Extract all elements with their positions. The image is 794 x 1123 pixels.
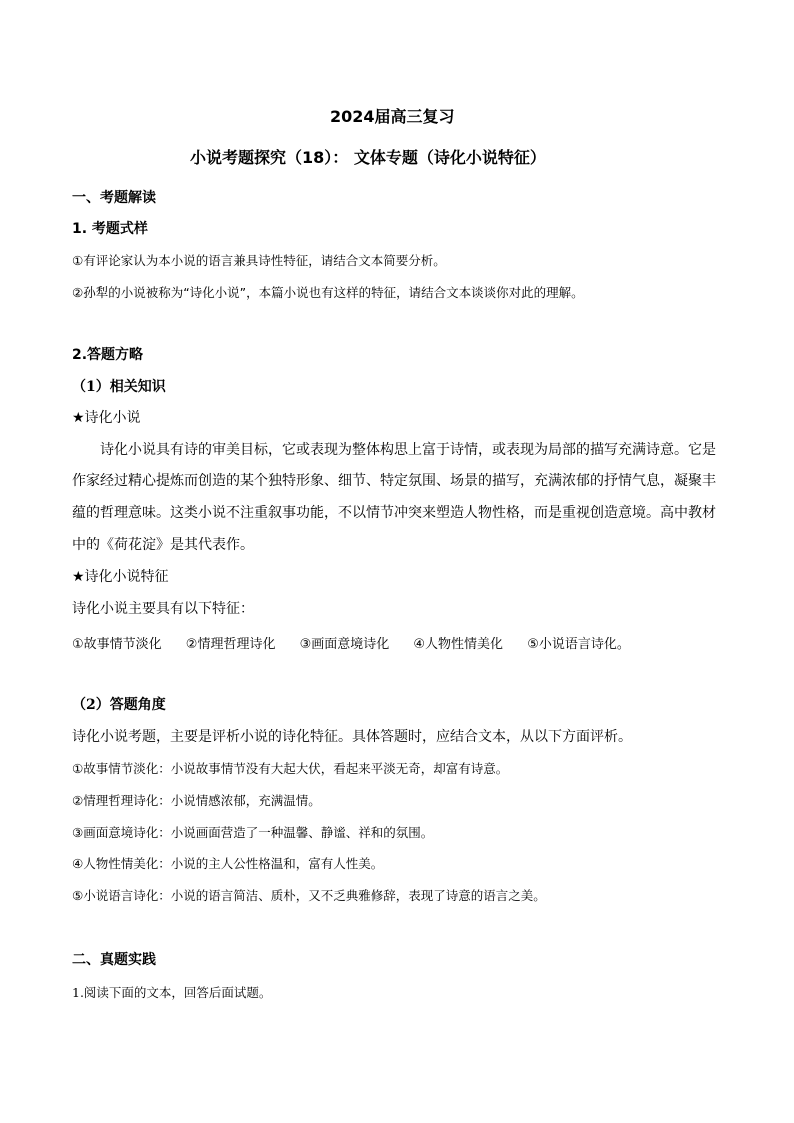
document-title: 2024届高三复习 [330, 107, 455, 126]
paragraph-line-3: 蕴的哲理意味。这类小说不注重叙事功能，不以情节冲突来塑造人物性格，而是重视创造意境。高中教材 [72, 505, 716, 521]
practice-item-1: 1.阅读下面的文本，回答后面试题。 [72, 985, 272, 1000]
part-answer-angle: （2）答题角度 [72, 697, 166, 713]
paragraph-line-2: 作家经过精心提炼而创造的某个独特形象、细节、特定氛围、场景的描写，充满浓郁的抒情气息，凝聚丰 [72, 473, 716, 489]
star-heading-features: ★诗化小说特征 [72, 569, 169, 585]
section-heading-1: 一、考题解读 [72, 190, 156, 206]
section-heading-2: 二、真题实践 [72, 952, 156, 968]
paragraph-line-1: 诗化小说具有诗的审美目标，它或表现为整体构思上富于诗情，或表现为局部的描写充满诗意。它是 [100, 442, 716, 458]
feature-item: ⑤小说语言诗化。 [527, 637, 630, 652]
angle-item: ⑤小说语言诗化：小说的语言简洁、质朴，又不乏典雅修辞，表现了诗意的语言之美。 [72, 888, 546, 903]
angle-intro: 诗化小说考题，主要是评析小说的诗化特征。具体答题时，应结合文本，从以下方面评析。 [72, 729, 632, 745]
part-related-knowledge: （1）相关知识 [72, 379, 166, 395]
angle-item: ③画面意境诗化：小说画面营造了一种温馨、静谧、祥和的氛围。 [72, 825, 434, 840]
features-intro: 诗化小说主要具有以下特征： [72, 601, 254, 617]
angle-item: ④人物性情美化：小说的主人公性格温和，富有人性美。 [72, 856, 384, 871]
feature-item: ④人物性情美化 [413, 637, 504, 652]
angle-item: ①故事情节淡化：小说故事情节没有大起大伏，看起来平淡无奇，却富有诗意。 [72, 761, 509, 776]
document-subtitle: 小说考题探究（18）： 文体专题（诗化小说特征） [190, 148, 546, 167]
angle-item: ②情理哲理诗化：小说情感浓郁，充满温情。 [72, 793, 321, 808]
star-heading-poetic-novel: ★诗化小说 [72, 410, 141, 426]
example-question-2: ②孙犁的小说被称为“诗化小说”，本篇小说也有这样的特征，请结合文本谈谈你对此的理解。 [72, 285, 584, 300]
paragraph-line-4: 中的《荷花淀》是其代表作。 [72, 537, 254, 553]
feature-item: ③画面意境诗化 [299, 637, 390, 652]
feature-item: ②情理哲理诗化 [185, 637, 276, 652]
subheading-answer-strategy: 2.答题方略 [72, 347, 144, 363]
features-list [72, 633, 650, 652]
subheading-question-style: 1. 考题式样 [72, 221, 148, 237]
example-question-1: ①有评论家认为本小说的语言兼具诗性特征，请结合文本简要分析。 [72, 253, 446, 268]
feature-item: ①故事情节淡化 [72, 637, 162, 652]
